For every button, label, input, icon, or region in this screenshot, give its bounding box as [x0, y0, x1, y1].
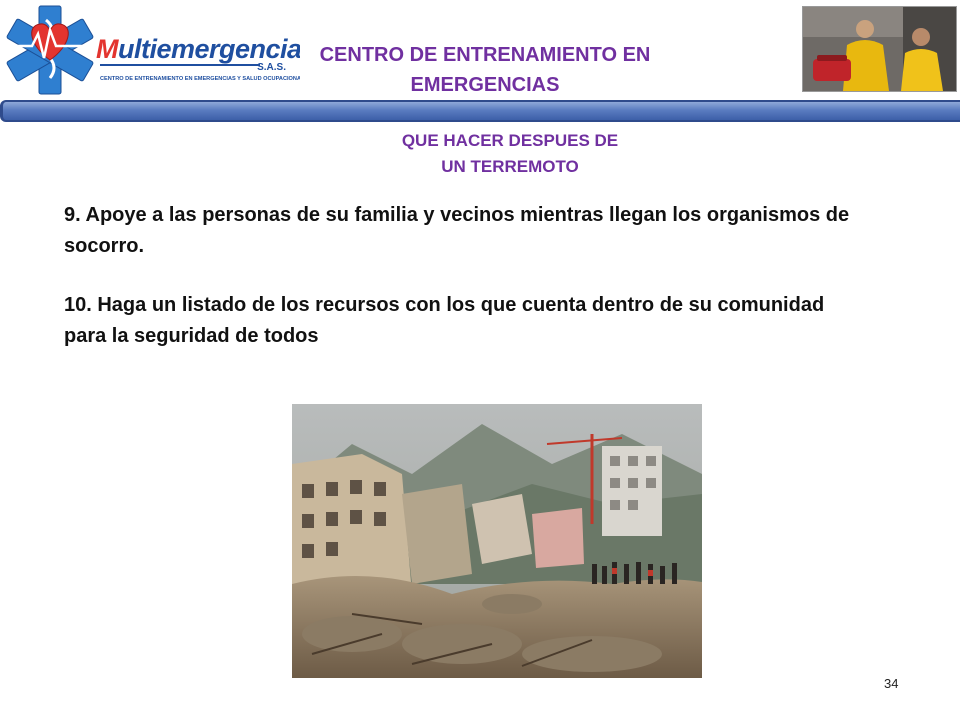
instruction-item-9: 9. Apoye a las personas de su familia y vecinos mientras llegan los organismos de socorro. — [64, 204, 850, 257]
header-title — [300, 40, 670, 100]
logo-tagline-text: CENTRO DE ENTRENAMIENTO EN EMERGENCIAS Y SALUD OCUPACIONAL — [100, 76, 300, 82]
company-logo — [0, 0, 300, 100]
instruction-item-10: 10. Haga un listado de los recursos con los que cuenta dentro de su comunidad para la seguridad de todos — [64, 294, 825, 347]
earthquake-damage-photo — [292, 404, 702, 678]
paramedics-photo — [802, 6, 957, 92]
star-of-life-icon — [6, 6, 93, 94]
page-number: 34 — [884, 676, 899, 691]
logo-brand-text: Multiemergencias — [96, 34, 300, 64]
logo-suffix-text: S.A.S. — [257, 62, 286, 73]
header-divider-bar — [0, 100, 960, 122]
header-title-line2: EMERGENCIAS — [410, 74, 560, 96]
subtitle-line1: QUE HACER DESPUES DE — [401, 131, 619, 150]
subtitle-line2: UN TERREMOTO — [441, 157, 579, 176]
slide-subtitle — [340, 128, 680, 180]
instructions-list — [64, 200, 854, 380]
header-title-line1: CENTRO DE ENTRENAMIENTO EN — [319, 44, 651, 66]
